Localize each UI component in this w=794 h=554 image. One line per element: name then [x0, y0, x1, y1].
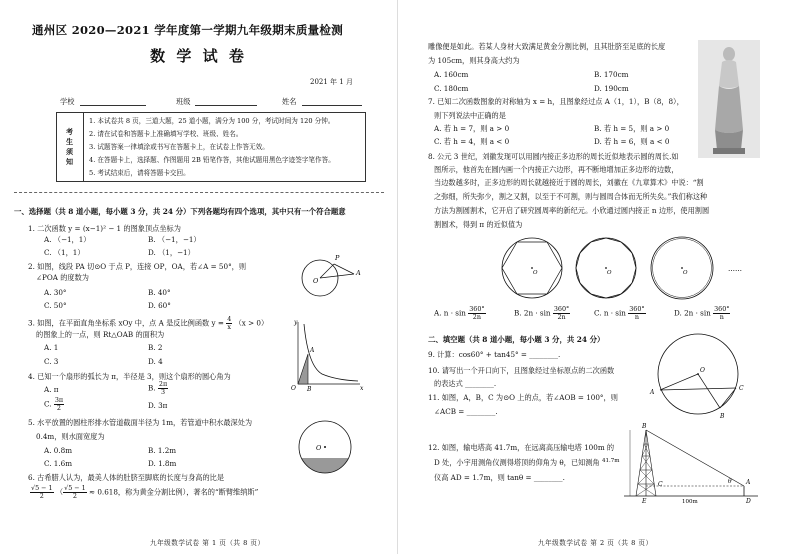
page-1-footer: 九年级数学试卷 第 1 页（共 8 页） — [150, 539, 265, 547]
q6-stem: 6. 古希腊人认为，最美人体的肚脐至脚底的长度与身高的比是 — [28, 473, 225, 482]
q5-option-b[interactable]: B. 1.2m — [148, 446, 177, 455]
q7-option-c[interactable]: C. 若 h = 4，则 a < 0 — [434, 137, 510, 146]
figure-ellipsis: …… — [728, 265, 742, 273]
q12-label-a: A — [746, 479, 751, 486]
q3-label-a: A — [310, 347, 315, 354]
notice-item: 1. 本试卷共 8 页，三道大题，25 道小题，满分为 100 分，考试时间为 120 分钟。 — [89, 117, 335, 125]
q9-stem: 9. 计算：cos60° + tan45° = ________. — [428, 350, 561, 359]
q1-option-a[interactable]: A. （−1，1） — [44, 235, 91, 244]
q8-option-b[interactable]: B. 2n · sin $\frac{360^\circ}{2n}$ — [514, 305, 570, 321]
q6-option-a[interactable]: A. 160cm — [434, 70, 469, 79]
q2-circle-tangent-figure — [300, 250, 370, 300]
q3-fraction: $\frac{4}{x}$ — [227, 315, 232, 331]
q7-stem: 7. 已知二次函数图象的对称轴为 x = h，且图象经过点 A（1，1），B（8，8）， — [428, 97, 684, 106]
q4-option-a[interactable]: A. π — [44, 385, 59, 394]
class-label: 班级 — [176, 97, 191, 106]
notice-heading: 考 生 须 知 — [57, 113, 84, 181]
q8-stem: 方法为割圆割术，它开启了研究圆周率的新纪元。小欣通过圆内接正 n 边形，使用割圆 — [434, 206, 710, 215]
q12-distance: 100m — [682, 499, 698, 505]
q3-label-b: B — [307, 386, 312, 393]
q2-label-o: O — [313, 277, 319, 285]
q7-option-d[interactable]: D. 若 h = 6，则 a < 0 — [594, 137, 670, 146]
exam-title: 通州区 2020—2021 学年度第一学期九年级期末质量检测 — [32, 23, 344, 37]
q9-answer-blank[interactable]: ________. — [529, 350, 561, 359]
q12-transmission-tower-figure — [602, 423, 764, 505]
q12-stem: 12. 如图，输电塔高 41.7m，在远离高压输电塔 100m 的 — [428, 443, 615, 452]
q3-label-o: O — [291, 385, 296, 392]
q2-option-a[interactable]: A. 30° — [44, 288, 67, 297]
q5-option-a[interactable]: A. 0.8m — [44, 446, 73, 455]
q1-stem: 1. 二次函数 y = (x−1)² − 1 的图象顶点坐标为 — [28, 224, 181, 233]
q7-option-b[interactable]: B. 若 h = 5，则 a > 0 — [594, 124, 670, 133]
q6-stem-continued: 雕像便是如此。若某人身材大致满足黄金分割比例，且其肚脐至足底的长度 — [428, 42, 666, 51]
name-label: 姓名 — [282, 97, 297, 106]
q3-stem: 的图象上的一点，则 Rt△OAB 的面积为 — [36, 330, 165, 339]
q5-stem: 0.4m，则水面宽度为 — [36, 432, 105, 441]
q8-stem: 图所示，他首先在圆内画一个内接正六边形，再不断地增加正多边形的边数， — [434, 165, 679, 174]
q2-option-c[interactable]: C. 50° — [44, 301, 67, 310]
q7-option-a[interactable]: A. 若 h = 7，则 a > 0 — [434, 124, 510, 133]
q10-stem: 的表达式 ________. — [434, 379, 497, 388]
section-1-heading: 一、选择题（共 8 道小题，每小题 3 分，共 24 分）下列各题均有四个选项，其中只有一个符合题意 — [14, 207, 346, 216]
divider — [14, 192, 384, 193]
q12-label-d: D — [746, 498, 751, 505]
q11-stem: 11. 如图，A，B，C 为⊙O 上的点，若∠AOB = 100°，则 — [428, 393, 618, 402]
exam-date: 2021 年 1 月 — [310, 78, 353, 86]
q4-option-c[interactable]: C. $\frac{3\pi}{2}$ — [44, 396, 64, 412]
section-2-heading: 二、填空题（共 8 道小题，每小题 3 分，共 24 分） — [428, 335, 605, 344]
q5-pipe-section-figure — [296, 418, 356, 478]
q2-stem: 2. 如图，线段 PA 切⊙O 于点 P，连接 OP，OA，若∠A = 50°，则 — [28, 262, 247, 271]
hexagon-figure — [502, 238, 562, 298]
notice-item: 5. 考试结束后，请将答题卡交回。 — [89, 169, 190, 177]
q1-option-b[interactable]: B. （−1，−1） — [148, 235, 201, 244]
q8-inscribed-polygon-figures — [492, 235, 758, 301]
q11-circle-figure — [646, 332, 746, 422]
notice-item: 3. 试题答案一律填涂或书写在答题卡上，在试卷上作答无效。 — [89, 143, 269, 151]
q5-option-d[interactable]: D. 1.8m — [148, 459, 177, 468]
q8-stem: 之弥细，所失弥少，割之又割，以至于不可割，则与圆周合体而无所失矣。”我们称这种 — [434, 192, 708, 201]
q8-option-a[interactable]: A. n · sin $\frac{360^\circ}{2n}$ — [434, 305, 485, 321]
q8-stem: 当边数越多时，正多边形的周长就越接近于圆的周长，刘徽在《九章算术》中说：“割 — [434, 178, 704, 187]
q6-option-c[interactable]: C. 180cm — [434, 84, 469, 93]
q1-option-c[interactable]: C. （1，1） — [44, 248, 85, 257]
q8-option-d[interactable]: D. 2n · sin $\frac{360^\circ}{n}$ — [674, 305, 730, 321]
q5-label-o: O — [316, 444, 322, 452]
exam-subtitle: 数 学 试 卷 — [150, 47, 247, 65]
q12-label-theta: θ — [728, 478, 732, 485]
q6-option-b[interactable]: B. 170cm — [594, 70, 629, 79]
q3-option-c[interactable]: C. 3 — [44, 357, 59, 366]
q12-stem: D 处，小宇用测角仪测得塔顶的仰角为 θ，已知测角 — [434, 458, 600, 467]
q2-option-b[interactable]: B. 40° — [148, 288, 171, 297]
q7-stem: 则下列说法中正确的是 — [434, 111, 506, 120]
q5-stem: 5. 水平放置的圆柱形排水管道截面半径为 1m，若管道中积水最深处为 — [28, 418, 253, 427]
notice-item: 2. 请在试卷和答题卡上准确填写学校、班级、姓名。 — [89, 130, 243, 138]
q3-label-x: x — [360, 385, 364, 392]
q8-option-c[interactable]: C. n · sin $\frac{360^\circ}{n}$ — [594, 305, 645, 321]
q11-label-a: A — [650, 389, 655, 396]
q11-label-c: C — [739, 385, 744, 392]
q8-stem: 8. 公元 3 世纪，刘徽发现可以用圆内接正多边形的周长近似地表示圆的周长.如 — [428, 152, 679, 161]
q12-tower-height: 41.7m — [602, 458, 620, 464]
school-label: 学校 — [60, 97, 75, 106]
dodecagon-figure — [576, 238, 636, 298]
q3-option-a[interactable]: A. 1 — [44, 343, 59, 352]
q3-stem: 3. 如图，在平面直角坐标系 xOy 中，点 A 是反比例函数 y = $\frac{4}{x}$ （x > 0） — [28, 315, 269, 331]
q4-option-d[interactable]: D. 3π — [148, 401, 168, 410]
hexagon-center-label: O — [533, 270, 538, 276]
notice-item: 4. 在答题卡上，选择题、作图题用 2B 铅笔作答，其他试题用黑色字迹签字笔作答。 — [89, 156, 335, 164]
q3-option-b[interactable]: B. 2 — [148, 343, 163, 352]
q10-answer-blank[interactable]: ________. — [465, 379, 497, 388]
q4-option-b[interactable]: B. $\frac{2\pi}{3}$ — [148, 380, 168, 396]
many-gon-figure — [651, 237, 713, 299]
notice-box — [56, 112, 366, 182]
q1-option-d[interactable]: D. （1，−1） — [148, 248, 195, 257]
q12-label-c: C — [658, 481, 663, 488]
q12-label-b: B — [642, 423, 647, 430]
q12-answer-blank[interactable]: ________. — [533, 473, 565, 482]
page-2-footer: 九年级数学试卷 第 2 页（共 8 页） — [538, 539, 653, 547]
name-blank[interactable] — [302, 105, 362, 106]
venus-statue-image — [698, 40, 760, 158]
q5-option-c[interactable]: C. 1.6m — [44, 459, 73, 468]
q6-option-d[interactable]: D. 190cm — [594, 84, 629, 93]
q3-hyperbola-figure — [288, 318, 368, 393]
q3-option-d[interactable]: D. 4 — [148, 357, 163, 366]
many-gon-center-label: O — [683, 270, 688, 276]
q6-stem-continued: 为 105cm，则其身高大约为 — [428, 56, 520, 65]
q4-stem: 4. 已知一个扇形的弧长为 π，半径是 3，则这个扇形的圆心角为 — [28, 372, 231, 381]
dodecagon-center-label: O — [607, 270, 612, 276]
q2-option-d[interactable]: D. 60° — [148, 301, 171, 310]
q10-stem: 10. 请写出一个开口向下，且图象经过坐标原点的二次函数 — [428, 366, 615, 375]
q11-label-o: O — [700, 367, 705, 374]
q6-stem: $\frac{√5 - 1}{2}$ （ $\frac{√5 - 1}{2}$ ≈ 0.618，称为黄金分割比例），著名的“断臂维纳斯” — [31, 484, 259, 500]
q2-stem: ∠POA 的度数为 — [36, 273, 89, 282]
q12-label-e: E — [642, 498, 647, 505]
q11-stem: ∠ACB = ________. — [434, 407, 498, 416]
q11-label-b: B — [720, 413, 725, 420]
q3-label-y: y — [294, 319, 298, 326]
q2-label-p: P — [335, 254, 340, 262]
q2-label-a: A — [356, 269, 361, 277]
class-blank[interactable] — [195, 105, 257, 106]
page-2 — [397, 0, 794, 554]
q11-answer-blank[interactable]: ________. — [466, 407, 498, 416]
school-blank[interactable] — [80, 105, 146, 106]
q12-stem: 仪高 AD = 1.7m，则 tanθ = ________. — [434, 473, 565, 482]
q8-stem: 割圆术，得到 π 的近似值为 — [434, 220, 523, 229]
